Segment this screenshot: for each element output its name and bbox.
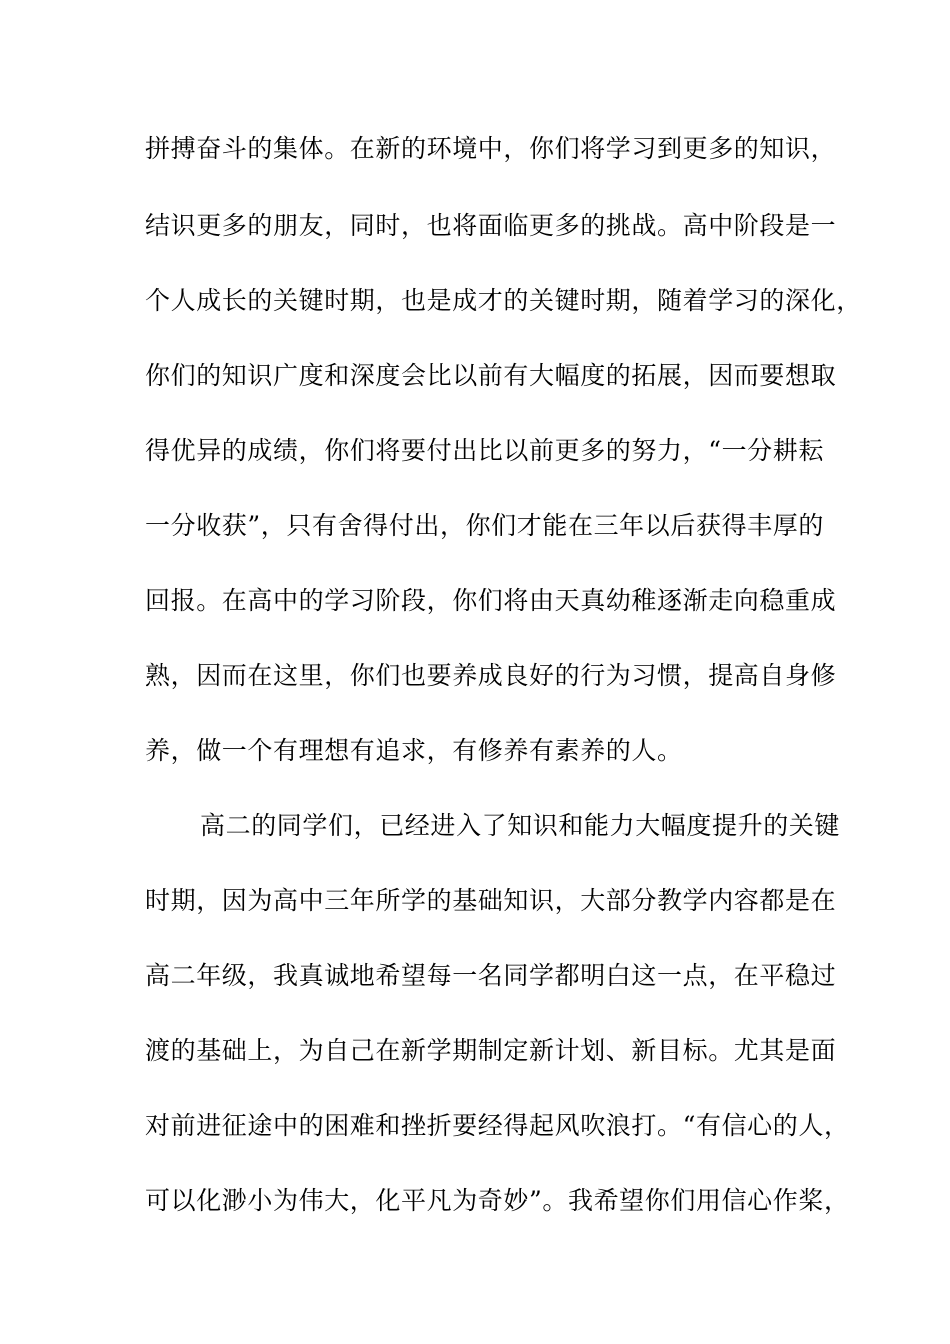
body-text-line: 渡的基础上，为自己在新学期制定新计划、新目标。尤其是面 — [145, 1036, 837, 1065]
body-text-line: 对前进征途中的困难和挫折要经得起风吹浪打。“有信心的人， — [145, 1111, 850, 1140]
body-text-line: 熟，因而在这里，你们也要养成良好的行为习惯，提高自身修 — [145, 661, 837, 690]
body-text-line: 得优异的成绩，你们将要付出比以前更多的努力，“一分耕耘 — [145, 436, 824, 465]
body-text-line: 一分收获”，只有舍得付出，你们才能在三年以后获得丰厚的 — [145, 511, 824, 540]
body-text-line: 结识更多的朋友，同时，也将面临更多的挑战。高中阶段是一 — [145, 211, 837, 240]
body-text-line: 拼搏奋斗的集体。在新的环境中，你们将学习到更多的知识， — [145, 134, 837, 163]
body-text-line: 你们的知识广度和深度会比以前有大幅度的拓展，因而要想取 — [145, 361, 837, 390]
body-text-line: 回报。在高中的学习阶段，你们将由天真幼稚逐渐走向稳重成 — [145, 586, 837, 615]
body-text-line: 时期，因为高中三年所学的基础知识，大部分教学内容都是在 — [145, 886, 837, 915]
body-text-line: 养，做一个有理想有追求，有修养有素养的人。 — [145, 736, 683, 765]
paragraph-first-line: 高二的同学们，已经进入了知识和能力大幅度提升的关键 — [200, 811, 841, 840]
body-text-line: 可以化渺小为伟大，化平凡为奇妙”。我希望你们用信心作桨， — [145, 1186, 850, 1215]
body-text-line: 高二年级，我真诚地希望每一名同学都明白这一点，在平稳过 — [145, 961, 837, 990]
body-text-line: 个人成长的关键时期，也是成才的关键时期，随着学习的深化， — [145, 286, 862, 315]
